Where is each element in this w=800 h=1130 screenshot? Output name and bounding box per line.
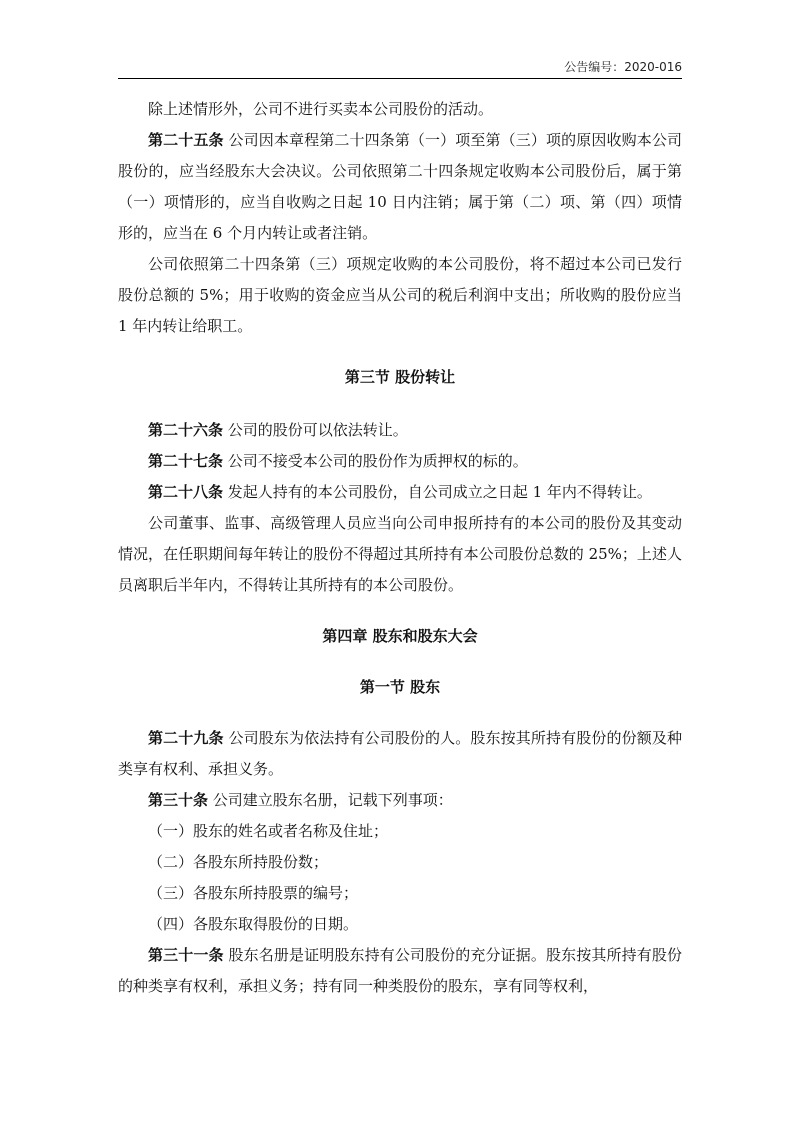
article-text: 公司股东为依法持有公司股份的人。股东按其所持有股份的份额及种类享有权利、承担义务。 — [118, 729, 682, 778]
article-text: 公司因本章程第二十四条第（一）项至第（三）项的原因收购本公司股份的，应当经股东大会决议。公司依照第二十四条规定收购本公司股份后，属于第（一）项情形的，应当自收购之日起 10 日内注销；属于第（二）项、第（四）项情形的，应当在 6 个月内转让或者注销。 — [118, 131, 682, 242]
article-label: 第三十一条 — [148, 946, 224, 964]
list-item: （一）股东的姓名或者名称及住址； — [148, 822, 389, 840]
paragraph: 公司董事、监事、高级管理人员应当向公司申报所持有的本公司的股份及其变动情况，在任职期间每年转让的股份不得超过其所持有本公司股份总数的 25%；上述人员离职后半年内，不得转让其所持有的本公司股份。 — [118, 514, 682, 594]
article-text: 发起人持有的本公司股份，自公司成立之日起 1 年内不得转让。 — [227, 483, 652, 501]
paragraph: 除上述情形外，公司不进行买卖本公司股份的活动。 — [148, 100, 494, 118]
article-31 — [118, 940, 682, 1002]
list-item: （四）各股东取得股份的日期。 — [148, 915, 359, 933]
article-label: 第二十七条 — [148, 452, 224, 470]
section-heading: 第一节 股东 — [359, 678, 441, 696]
article-text: 公司的股份可以依法转让。 — [227, 421, 408, 439]
article-25 — [118, 125, 682, 249]
article-28 — [118, 477, 682, 508]
article-text: 公司不接受本公司的股份作为质押权的标的。 — [227, 452, 528, 470]
page-header — [118, 58, 682, 78]
article-27 — [118, 446, 682, 477]
article-label: 第二十九条 — [148, 729, 224, 747]
article-text: 公司建立股东名册，记载下列事项： — [212, 791, 453, 809]
article-label: 第二十六条 — [148, 421, 224, 439]
list-item: （二）各股东所持股份数； — [148, 853, 329, 871]
chapter-heading: 第四章 股东和股东大会 — [322, 627, 478, 645]
article-26 — [118, 415, 682, 446]
article-29 — [118, 723, 682, 785]
section-heading: 第三节 股份转让 — [344, 368, 456, 386]
header-divider — [118, 78, 682, 79]
article-label: 第二十八条 — [148, 483, 224, 501]
paragraph: 公司依照第二十四条第（三）项规定收购的本公司股份，将不超过本公司已发行股份总额的 5%；用于收购的资金应当从公司的税后利润中支出；所收购的股份应当 1 年内转让给职工。 — [118, 255, 682, 335]
article-30 — [118, 785, 682, 816]
list-item: （三）各股东所持股票的编号； — [148, 884, 359, 902]
article-text: 股东名册是证明股东持有公司股份的充分证据。股东按其所持有股份的种类享有权利，承担义务；持有同一种类股份的股东，享有同等权利， — [118, 946, 682, 995]
article-label: 第二十五条 — [148, 131, 224, 149]
document-body — [118, 94, 682, 1002]
article-label: 第三十条 — [148, 791, 209, 809]
announcement-number: 公告编号：2020-016 — [564, 60, 682, 74]
